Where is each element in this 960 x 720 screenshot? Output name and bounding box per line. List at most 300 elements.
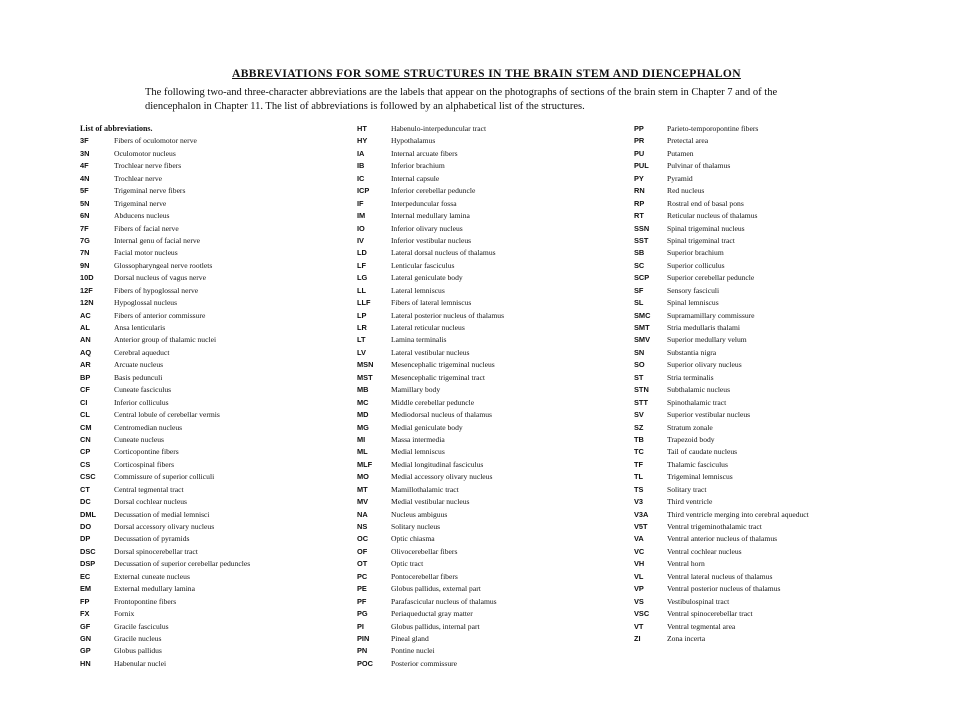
abbreviation-code: AQ <box>80 347 92 357</box>
abbreviation-row <box>80 484 335 496</box>
structure-name: Lamina terminalis <box>391 335 447 345</box>
abbreviation-row <box>357 384 617 396</box>
structure-name: Lenticular fasciculus <box>391 260 455 270</box>
structure-name: Glossopharyngeal nerve rootlets <box>114 260 213 270</box>
abbreviation-code: SC <box>634 260 645 270</box>
abbreviation-code: CI <box>80 397 88 407</box>
abbreviation-row <box>80 310 335 322</box>
abbreviation-row <box>634 533 874 545</box>
abbreviation-code: VA <box>634 534 644 544</box>
abbreviation-code: STN <box>634 385 649 395</box>
abbreviation-code: MT <box>357 484 368 494</box>
abbreviation-code: LP <box>357 310 367 320</box>
abbreviation-row <box>634 422 874 434</box>
abbreviation-row <box>357 571 617 583</box>
abbreviation-code: SMC <box>634 310 651 320</box>
abbreviation-code: CM <box>80 422 92 432</box>
structure-name: Internal genu of facial nerve <box>114 235 201 245</box>
structure-name: Spinal lemniscus <box>667 298 719 308</box>
abbreviation-row <box>634 223 874 235</box>
structure-name: External cuneate nucleus <box>114 571 190 581</box>
abbreviation-row <box>634 496 874 508</box>
abbreviation-row <box>80 608 335 620</box>
abbreviation-code: IC <box>357 173 365 183</box>
abbreviation-row <box>80 645 335 657</box>
structure-name: Parieto-temporopontine fibers <box>667 124 759 133</box>
intro-paragraph: The following two-and three-character abbreviations are the labels that appear on the photographs of sections of the brain stem in Chapter 7 and of the diencephalon in Chapter 11. The list of abbreviations is followed by an alphabetical list of the structures. <box>145 87 778 112</box>
abbreviation-code: 4N <box>80 173 90 183</box>
abbreviation-row <box>80 533 335 545</box>
abbreviation-row <box>357 484 617 496</box>
structure-name: Lateral posterior nucleus of thalamus <box>391 310 505 320</box>
abbreviation-row <box>80 546 335 558</box>
abbreviation-code: HT <box>357 124 367 133</box>
abbreviation-code: AL <box>80 323 90 332</box>
abbreviation-row <box>80 347 335 359</box>
abbreviation-row <box>357 409 617 421</box>
structure-name: Fornix <box>114 609 135 619</box>
structure-name: Pyramid <box>667 173 693 183</box>
abbreviation-row <box>634 210 874 222</box>
abbreviation-row <box>634 173 874 185</box>
structure-name: Gracile nucleus <box>114 633 162 643</box>
abbreviation-row <box>357 658 617 670</box>
structure-name: Fibers of facial nerve <box>114 223 179 233</box>
abbreviation-row <box>357 347 617 359</box>
abbreviation-row <box>80 409 335 421</box>
abbreviation-code: MST <box>357 372 373 382</box>
abbreviation-row <box>357 372 617 384</box>
abbreviation-row <box>357 608 617 620</box>
abbreviation-row <box>80 198 335 210</box>
abbreviation-row <box>80 185 335 197</box>
abbreviation-row <box>80 359 335 371</box>
abbreviation-row <box>357 285 617 297</box>
abbreviation-code: IM <box>357 211 366 221</box>
abbreviation-row <box>357 533 617 545</box>
abbreviation-code: VH <box>634 559 645 569</box>
structure-name: Solitary tract <box>667 484 707 494</box>
structure-name: Dorsal spinocerebellar tract <box>114 546 198 556</box>
abbreviation-row <box>357 459 617 471</box>
abbreviation-code: ML <box>357 447 368 457</box>
abbreviation-row <box>634 185 874 197</box>
abbreviation-code: TL <box>634 472 644 482</box>
structure-name: Ventral anterior nucleus of thalamus <box>667 534 778 544</box>
structure-name: Lateral vestibular nucleus <box>391 347 470 357</box>
abbreviation-code: MG <box>357 422 369 432</box>
abbreviation-code: 9N <box>80 260 90 270</box>
structure-name: Medial longitudinal fasciculus <box>391 459 484 469</box>
abbreviation-row <box>80 621 335 633</box>
abbreviation-code: 12N <box>80 298 94 308</box>
abbreviation-row <box>80 384 335 396</box>
abbreviation-code: TC <box>634 447 644 457</box>
structure-name: Medial geniculate body <box>391 422 463 432</box>
abbreviation-row <box>357 558 617 570</box>
structure-name: External medullary lamina <box>114 584 195 594</box>
structure-name: Trigeminal lemniscus <box>667 472 733 482</box>
abbreviation-row <box>357 160 617 172</box>
structure-name: Periaqueductal gray matter <box>391 609 473 619</box>
structure-name: Optic chiasma <box>391 534 435 544</box>
structure-name: Inferior olivary nucleus <box>391 223 463 233</box>
structure-name: Thalamic fasciculus <box>667 459 728 469</box>
abbreviation-code: ICP <box>357 186 370 196</box>
abbreviation-code: BP <box>80 372 91 382</box>
structure-name: Basis pedunculi <box>114 372 163 382</box>
abbreviation-row <box>634 285 874 297</box>
abbreviation-row <box>357 310 617 322</box>
abbreviation-code: AN <box>80 335 91 345</box>
structure-name: Globus pallidus, internal part <box>391 621 480 631</box>
abbreviation-row <box>80 521 335 533</box>
structure-name: Fibers of oculomotor nerve <box>114 136 197 146</box>
abbreviation-row <box>357 471 617 483</box>
abbreviation-row <box>80 223 335 235</box>
structure-name: Middle cerebellar peduncle <box>391 397 475 407</box>
structure-name: Inferior cerebellar peduncle <box>391 186 476 196</box>
structure-name: Red nucleus <box>667 186 705 196</box>
abbreviation-code: CSC <box>80 472 96 482</box>
structure-name: Ventral trigeminothalamic tract <box>667 522 762 531</box>
abbreviation-row <box>80 571 335 583</box>
structure-name: Lateral dorsal nucleus of thalamus <box>391 248 496 258</box>
abbreviation-code: PI <box>357 621 364 631</box>
structure-name: Tail of caudate nucleus <box>667 447 738 457</box>
structure-name: Cuneate fasciculus <box>114 385 172 395</box>
abbreviation-row <box>634 621 874 633</box>
abbreviation-code: EM <box>80 584 92 594</box>
abbreviation-code: SZ <box>634 422 644 432</box>
structure-name: Mediodorsal nucleus of thalamus <box>391 410 493 420</box>
structure-name: Decussation of superior cerebellar peduncles <box>114 559 251 569</box>
abbreviation-code: SV <box>634 410 644 420</box>
structure-name: Globus pallidus, external part <box>391 584 481 594</box>
structure-name: Cuneate nucleus <box>114 434 164 444</box>
abbreviation-row <box>634 434 874 446</box>
abbreviation-code: STT <box>634 397 648 407</box>
abbreviation-row <box>634 471 874 483</box>
structure-name: Ventral cochlear nucleus <box>667 546 742 556</box>
abbreviation-code: MSN <box>357 360 374 370</box>
structure-name: Superior cerebellar peduncle <box>667 273 755 283</box>
structure-name: Third ventricle merging into cerebral aqueduct <box>667 509 809 519</box>
abbreviation-code: RP <box>634 198 645 208</box>
structure-name: Solitary nucleus <box>391 522 441 531</box>
structure-name: Lateral lemniscus <box>391 285 445 295</box>
abbreviation-row <box>634 260 874 272</box>
abbreviation-code: DML <box>80 509 97 519</box>
abbreviation-row <box>80 322 335 334</box>
abbreviation-row <box>357 397 617 409</box>
abbreviation-row <box>80 173 335 185</box>
structure-name: Dorsal accessory olivary nucleus <box>114 522 215 531</box>
abbreviation-code: V3 <box>634 497 644 507</box>
abbreviation-row <box>357 521 617 533</box>
abbreviation-code: AC <box>80 310 91 320</box>
abbreviation-row <box>357 645 617 657</box>
abbreviation-code: VC <box>634 546 645 556</box>
abbreviation-row <box>357 135 617 147</box>
abbreviation-row <box>80 135 335 147</box>
abbreviation-code: PIN <box>357 633 370 643</box>
structure-name: Fibers of hypoglossal nerve <box>114 285 199 295</box>
structure-name: Commissure of superior colliculi <box>114 472 215 482</box>
structure-name: Central tegmental tract <box>114 484 184 494</box>
abbreviation-code: SF <box>634 285 644 295</box>
page-title: ABBREVIATIONS FOR SOME STRUCTURES IN THE BRAIN STEM AND DIENCEPHALON <box>232 68 741 80</box>
abbreviation-code: FX <box>80 609 90 619</box>
abbreviation-code: GP <box>80 646 91 656</box>
abbreviation-row <box>634 571 874 583</box>
abbreviation-row <box>80 596 335 608</box>
abbreviation-code: GN <box>80 633 92 643</box>
abbreviation-code: TF <box>634 459 644 469</box>
structure-name: Ventral posterior nucleus of thalamus <box>667 584 781 594</box>
structure-name: Spinothalamic tract <box>667 397 727 407</box>
abbreviation-column-2 <box>357 123 617 670</box>
abbreviation-row <box>634 546 874 558</box>
abbreviation-row <box>634 347 874 359</box>
abbreviation-code: OT <box>357 559 368 569</box>
abbreviation-row <box>357 496 617 508</box>
abbreviation-row <box>80 583 335 595</box>
abbreviation-code: 7G <box>80 235 90 245</box>
abbreviation-row <box>357 509 617 521</box>
abbreviation-code: CT <box>80 484 90 494</box>
structure-name: Pretectal area <box>667 136 709 146</box>
structure-name: Habenulo-interpeduncular tract <box>391 124 487 133</box>
abbreviation-code: 4F <box>80 161 89 171</box>
structure-name: Habenular nuclei <box>114 658 167 668</box>
abbreviation-code: 7N <box>80 248 90 258</box>
abbreviation-row <box>80 459 335 471</box>
abbreviation-code: RN <box>634 186 645 196</box>
structure-name: Central lobule of cerebellar vermis <box>114 410 220 420</box>
abbreviation-code: MI <box>357 434 366 444</box>
structure-name: Trochlear nerve fibers <box>114 161 182 171</box>
structure-name: Medial lemniscus <box>391 447 445 457</box>
abbreviation-row <box>80 334 335 346</box>
abbreviation-row <box>634 247 874 259</box>
abbreviation-code: SST <box>634 235 649 245</box>
abbreviation-code: OC <box>357 534 369 544</box>
structure-name: Medial vestibular nucleus <box>391 497 470 507</box>
abbreviation-code: V5T <box>634 522 648 531</box>
list-heading: List of abbreviations. <box>80 124 153 133</box>
abbreviation-code: 3F <box>80 136 89 146</box>
abbreviation-code: LR <box>357 323 367 332</box>
abbreviation-row <box>357 633 617 645</box>
structure-name: Olivocerebellar fibers <box>391 546 458 556</box>
abbreviation-code: PUL <box>634 161 649 171</box>
structure-name: Inferior brachium <box>391 161 445 171</box>
abbreviation-code: V3A <box>634 509 649 519</box>
structure-name: Globus pallidus <box>114 646 162 656</box>
abbreviation-code: PP <box>634 124 644 133</box>
abbreviation-code: MO <box>357 472 369 482</box>
structure-name: Decussation of pyramids <box>114 534 190 544</box>
abbreviation-row <box>80 210 335 222</box>
abbreviation-row <box>634 123 874 135</box>
abbreviation-code: 7F <box>80 223 89 233</box>
abbreviation-code: PF <box>357 596 367 606</box>
abbreviation-code: IF <box>357 198 364 208</box>
abbreviation-code: VS <box>634 596 644 606</box>
abbreviation-code: PE <box>357 584 367 594</box>
abbreviation-row <box>357 223 617 235</box>
structure-name: Corticospinal fibers <box>114 459 175 469</box>
abbreviation-code: SL <box>634 298 644 308</box>
abbreviation-row <box>357 583 617 595</box>
abbreviation-row <box>80 247 335 259</box>
abbreviation-code: NA <box>357 509 368 519</box>
structure-name: Abducens nucleus <box>114 211 170 221</box>
abbreviation-code: MLF <box>357 459 373 469</box>
abbreviation-row <box>634 558 874 570</box>
structure-name: Rostral end of basal pons <box>667 198 744 208</box>
abbreviation-row <box>634 297 874 309</box>
structure-name: Putamen <box>667 148 694 158</box>
abbreviation-code: CP <box>80 447 91 457</box>
structure-name: Massa intermedia <box>391 434 445 444</box>
abbreviation-column-3 <box>634 123 874 645</box>
abbreviation-row <box>357 148 617 160</box>
abbreviation-row <box>357 210 617 222</box>
abbreviation-row <box>80 509 335 521</box>
abbreviation-row <box>634 384 874 396</box>
structure-name: Lateral reticular nucleus <box>391 323 465 332</box>
structure-name: Reticular nucleus of thalamus <box>667 211 758 221</box>
abbreviation-row <box>634 235 874 247</box>
structure-name: Trigeminal nerve <box>114 198 167 208</box>
abbreviation-row <box>634 372 874 384</box>
structure-name: Ventral spinocerebellar tract <box>667 609 753 619</box>
structure-name: Supramamillary commissure <box>667 310 755 320</box>
abbreviation-code: PR <box>634 136 645 146</box>
abbreviation-row <box>357 546 617 558</box>
abbreviation-row <box>357 260 617 272</box>
structure-name: Spinal trigeminal nucleus <box>667 223 745 233</box>
structure-name: Internal capsule <box>391 173 440 183</box>
structure-name: Internal medullary lamina <box>391 211 470 221</box>
abbreviation-code: SMT <box>634 323 650 332</box>
abbreviation-code: ZI <box>634 633 641 643</box>
structure-name: Ansa lenticularis <box>114 323 166 332</box>
abbreviation-code: DO <box>80 522 92 531</box>
structure-name: Mamillary body <box>391 385 441 395</box>
structure-name: Vestibulospinal tract <box>667 596 730 606</box>
structure-name: Superior colliculus <box>667 260 725 270</box>
abbreviation-row <box>357 334 617 346</box>
abbreviation-row <box>80 446 335 458</box>
structure-name: Stria terminalis <box>667 372 714 382</box>
structure-name: Gracile fasciculus <box>114 621 169 631</box>
abbreviation-code: MV <box>357 497 369 507</box>
structure-name: Frontopontine fibers <box>114 596 177 606</box>
abbreviation-row <box>634 509 874 521</box>
abbreviation-row <box>634 409 874 421</box>
structure-name: Superior brachium <box>667 248 724 258</box>
abbreviation-row <box>357 173 617 185</box>
abbreviation-code: CS <box>80 459 91 469</box>
abbreviation-code: LF <box>357 260 367 270</box>
abbreviation-row <box>80 260 335 272</box>
abbreviation-row <box>634 310 874 322</box>
abbreviation-code: VP <box>634 584 644 594</box>
abbreviation-code: IA <box>357 148 365 158</box>
structure-name: Superior olivary nucleus <box>667 360 742 370</box>
abbreviation-row <box>634 198 874 210</box>
structure-name: Corticopontine fibers <box>114 447 179 457</box>
abbreviation-code: NS <box>357 522 368 531</box>
abbreviation-row <box>80 633 335 645</box>
structure-name: Superior medullary velum <box>667 335 747 345</box>
abbreviation-code: LL <box>357 285 367 295</box>
abbreviation-column-1 <box>80 123 335 670</box>
abbreviation-code: LT <box>357 335 366 345</box>
structure-name: Dorsal cochlear nucleus <box>114 497 187 507</box>
structure-name: Superior vestibular nucleus <box>667 410 751 420</box>
structure-name: Trigeminal nerve fibers <box>114 186 186 196</box>
structure-name: Pineal gland <box>391 633 429 643</box>
structure-name: Medial accessory olivary nucleus <box>391 472 493 482</box>
structure-name: Decussation of medial lemnisci <box>114 509 210 519</box>
structure-name: Cerebral aqueduct <box>114 347 170 357</box>
abbreviation-row <box>80 285 335 297</box>
abbreviation-code: OF <box>357 546 368 556</box>
structure-name: Hypothalamus <box>391 136 436 146</box>
abbreviation-code: RT <box>634 211 644 221</box>
abbreviation-code: FP <box>80 596 90 606</box>
abbreviation-row <box>80 235 335 247</box>
abbreviation-code: DSC <box>80 546 96 556</box>
structure-name: Optic tract <box>391 559 424 569</box>
abbreviation-row <box>80 558 335 570</box>
abbreviation-code: VSC <box>634 609 650 619</box>
structure-name: Nucleus ambiguus <box>391 509 448 519</box>
abbreviation-code: SSN <box>634 223 650 233</box>
abbreviation-row <box>634 272 874 284</box>
abbreviation-code: PU <box>634 148 645 158</box>
abbreviation-row <box>357 621 617 633</box>
structure-name: Posterior commissure <box>391 658 458 668</box>
abbreviation-code: 5F <box>80 186 89 196</box>
abbreviation-code: EC <box>80 571 91 581</box>
abbreviation-row <box>80 148 335 160</box>
abbreviation-row <box>634 359 874 371</box>
abbreviation-row <box>357 322 617 334</box>
abbreviation-row <box>357 235 617 247</box>
abbreviation-row <box>634 596 874 608</box>
structure-name: Third ventricle <box>667 497 713 507</box>
structure-name: Spinal trigeminal tract <box>667 235 735 245</box>
structure-name: Sensory fasciculi <box>667 285 720 295</box>
abbreviation-code: LLF <box>357 298 371 308</box>
abbreviation-code: 12F <box>80 285 93 295</box>
abbreviation-row <box>80 397 335 409</box>
abbreviation-row <box>80 160 335 172</box>
abbreviation-row <box>80 372 335 384</box>
abbreviation-code: DSP <box>80 559 96 569</box>
abbreviation-code: PN <box>357 646 368 656</box>
structure-name: Fibers of lateral lemniscus <box>391 298 472 308</box>
structure-name: Pulvinar of thalamus <box>667 161 731 171</box>
abbreviation-code: DC <box>80 497 91 507</box>
structure-name: Pontine nuclei <box>391 646 435 656</box>
abbreviation-code: HN <box>80 658 91 668</box>
